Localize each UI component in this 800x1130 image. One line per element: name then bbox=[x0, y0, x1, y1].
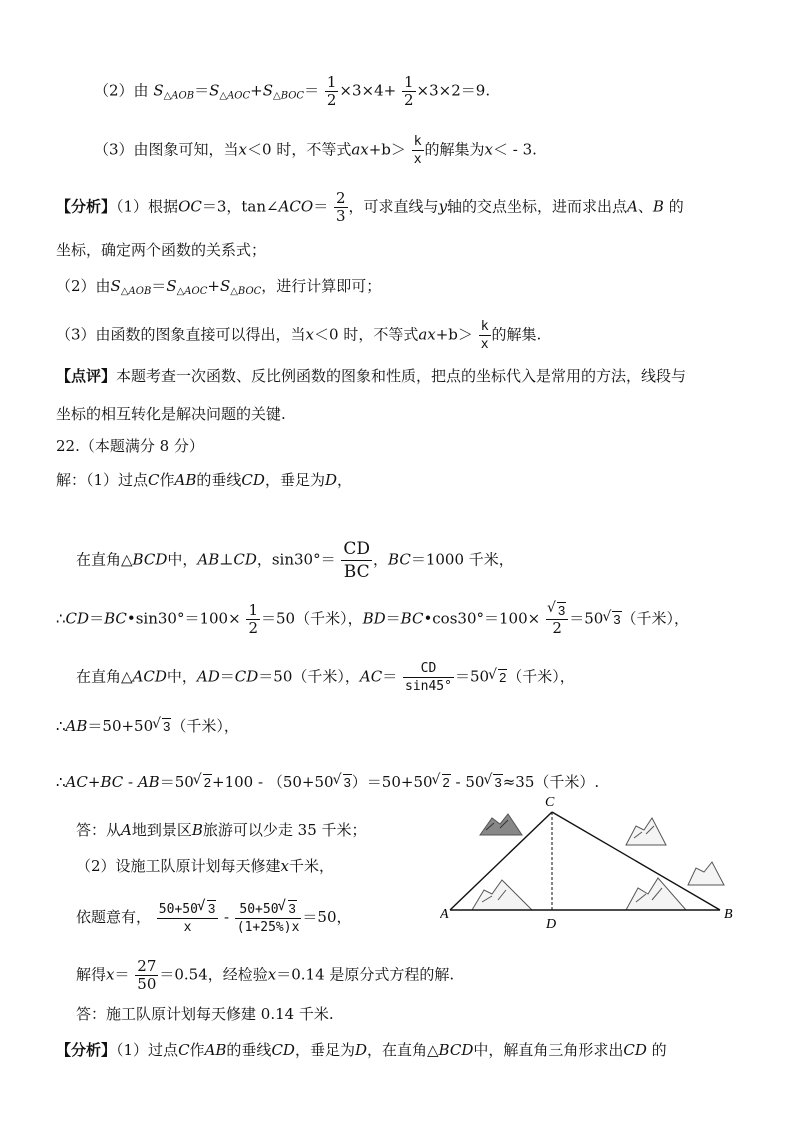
mountain-icon bbox=[626, 878, 686, 910]
fraction-k-over-x: $\frac{k}{x}$ bbox=[480, 319, 489, 352]
part2-line: （2）由 $S_{\triangle AOB}=S_{\triangle AOC}+S_{\triangle BOC}=$ $\frac{1}{2}$ ×3×4+ $\frac{1}{2}$ ×3×2＝9. bbox=[94, 73, 491, 109]
analysis-line-1: 【分析】（1）根据OC＝3，tan∠ACO＝ $\frac{2}{3}$ ，可求直线与y轴的交点坐标，进而求出点A、B 的 bbox=[56, 189, 684, 225]
fraction-half: $\frac{1}{2}$ bbox=[326, 73, 337, 109]
fraction-lhs-2: $\frac{50+50√ 3}{(1+25\%)x}$ bbox=[235, 900, 302, 936]
sqrt-2: √ 2 bbox=[195, 772, 212, 792]
solution-line-2: 在直角△BCD中，AB⊥CD，sin30°＝ $\frac{CD}{BC}$ ，BC＝1000 千米， bbox=[76, 539, 514, 582]
analysis-line-4: （3）由函数的图象直接可以得出，当x＜0 时，不等式ax+b＞ $\frac{k}{x}$ 的解集. bbox=[56, 319, 542, 352]
sqrt-3: √ 3 bbox=[604, 609, 621, 629]
answer-1: 答：从A地到景区B旅游可以少走 35 千米； bbox=[76, 821, 367, 839]
solution-line-5: ∴AB＝50+50√ 3（千米）， bbox=[56, 716, 239, 736]
comment-line-2: 坐标的相互转化是解决问题的关键. bbox=[56, 405, 286, 423]
fraction-half: $\frac{1}{2}$ bbox=[404, 73, 414, 109]
sqrt-2: √ 2 bbox=[490, 667, 507, 687]
fraction-lhs-1: $\frac{50+50√ 3}{x}$ bbox=[157, 900, 218, 936]
fraction-sqrt3-over-2: √ $\frac{3}{2}$ bbox=[546, 602, 568, 637]
part3-line: （3）由图象可知，当x＜0 时，不等式ax+b＞ $\frac{k}{x}$ 的解集为x＜ - 3. bbox=[94, 134, 537, 167]
triangle-diagram bbox=[440, 790, 740, 935]
comment-line-1: 【点评】本题考查一次函数、反比例函数的图象和性质，把点的坐标代入是常用的方法，线段与 bbox=[56, 367, 687, 385]
fraction-two-thirds: $\frac{2}{3}$ bbox=[336, 189, 346, 225]
solution-line-4: 在直角△ACD中，AD＝CD＝50（千米），AC＝ $\frac{CD}{\sin 45^\circ}$ ＝50√ 2（千米）， bbox=[76, 660, 575, 695]
mountain-icon bbox=[472, 880, 532, 910]
fraction-half: $\frac{1}{2}$ bbox=[248, 601, 258, 637]
sqrt-3: √ 3 bbox=[154, 716, 171, 736]
label-d: D bbox=[546, 917, 557, 932]
mountain-icon bbox=[688, 862, 724, 885]
analysis-line-2: 坐标，确定两个函数的关系式； bbox=[56, 241, 267, 259]
part2-setup: （2）设施工队原计划每天修建x千米， bbox=[76, 857, 335, 875]
sqrt-2: √ 2 bbox=[434, 772, 451, 792]
analysis-line-5: 【分析】（1）过点C作AB的垂线CD，垂足为D，在直角△BCD中，解直角三角形求出CD 的 bbox=[56, 1041, 667, 1059]
fraction-cd-bc: $\frac{CD}{BC}$ bbox=[343, 539, 371, 582]
fraction-k-over-x: $\frac{k}{x}$ bbox=[413, 134, 422, 167]
sqrt-3: √ 3 bbox=[485, 772, 502, 792]
fraction-cd-sin45: $\frac{CD}{\sin 45^\circ}$ bbox=[405, 661, 452, 694]
solution-line-3: ∴CD＝BC•sin30°＝100× $\frac{1}{2}$ ＝50（千米），BD＝BC•cos30°＝100× √ $\frac{3}{2}$ ＝50√ 3（千米）， bbox=[56, 602, 689, 637]
analysis-line-3: （2）由$S_{\triangle AOB}=S_{\triangle AOC}+S_{\triangle BOC}$，进行计算即可； bbox=[56, 277, 382, 297]
label-a: A bbox=[440, 907, 449, 922]
equation-line: 依题意有， $\frac{50+50√ 3}{x}$ - $\frac{50+50√ 3}{(1+25\%)x}$ ＝50， bbox=[76, 900, 352, 936]
label-c: C bbox=[545, 795, 555, 810]
mountain-icon bbox=[480, 814, 522, 835]
solution-part2: 解得x＝ $\frac{27}{50}$ ＝0.54，经检验x＝0.14 是原分式方程的解. bbox=[76, 957, 455, 993]
label-b: B bbox=[724, 907, 733, 922]
solution-line-6: ∴AC+BC - AB＝50√ 2+100 - （50+50√ 3）＝50+50√ 2 - 50√ 3≈35（千米）. bbox=[56, 772, 599, 792]
question-22-heading: 22.（本题满分 8 分） bbox=[56, 437, 204, 455]
mountain-icon bbox=[626, 818, 666, 845]
answer-2: 答：施工队原计划每天修建 0.14 千米. bbox=[76, 1005, 334, 1023]
fraction-27-50: $\frac{27}{50}$ bbox=[137, 957, 157, 993]
sqrt-3: √ 3 bbox=[335, 772, 352, 792]
solution-line-1: 解：（1）过点C作AB的垂线CD，垂足为D， bbox=[56, 471, 352, 489]
